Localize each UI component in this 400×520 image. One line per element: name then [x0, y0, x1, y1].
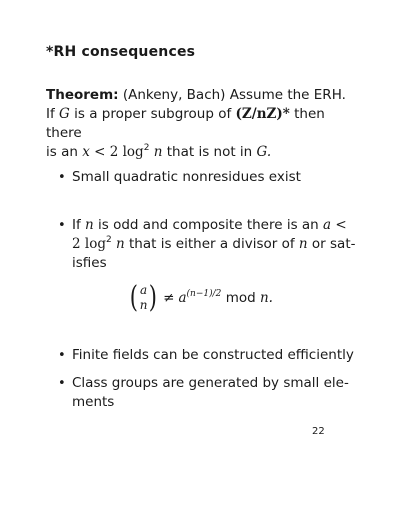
right-paren: ): [149, 280, 158, 315]
theorem-line-2: [46, 105, 364, 143]
legendre-symbol: [128, 280, 159, 315]
group-notation: (Z/nZ)*: [235, 106, 290, 122]
legendre-fraction: [140, 283, 148, 313]
legendre-numerator: a: [140, 283, 148, 297]
math-expression: < 2 log: [94, 144, 144, 160]
bullet-text-part: isfies: [72, 255, 107, 271]
bullet-dot-icon: •: [58, 170, 66, 185]
math-symbol: G.: [256, 144, 272, 160]
math-symbol: n: [85, 217, 94, 233]
math-symbol: x: [82, 144, 90, 160]
math-exponent: 2: [105, 235, 112, 245]
bullet-text-part: ments: [72, 394, 115, 410]
legendre-denominator: n: [139, 298, 148, 312]
theorem-line-1: [46, 86, 364, 105]
math-expression: 2 log: [72, 236, 106, 252]
left-paren: (: [129, 280, 138, 315]
bullet-text-part: that is either a divisor of: [129, 236, 295, 252]
theorem-block: [46, 86, 364, 162]
bullet-text-part: is odd and composite there is an: [98, 217, 319, 233]
math-exponent: 2: [143, 143, 150, 153]
bullet-text: [72, 216, 366, 273]
theorem-text: is an: [46, 144, 78, 160]
math-symbol: a: [178, 290, 187, 306]
not-equal-sign: ≠: [163, 290, 175, 306]
theorem-line-3: [46, 143, 364, 162]
mod-operator: mod: [225, 290, 256, 306]
bullet-text: Small quadratic nonresidues exist: [72, 169, 301, 185]
theorem-attribution: (Ankeny, Bach) Assume the ERH.: [122, 87, 346, 103]
theorem-text: then there: [46, 106, 325, 141]
bullet-text-part: Class groups are generated by small ele-: [72, 375, 349, 391]
bullet-dot-icon: •: [58, 376, 66, 391]
bullet-item: [58, 346, 366, 365]
bullet-text: Finite fields can be constructed efficiently: [72, 347, 354, 363]
formula-rhs: [178, 290, 273, 306]
math-symbol: n: [116, 236, 125, 252]
theorem-text: that is not in: [166, 144, 253, 160]
bullet-text: [72, 374, 366, 412]
math-symbol: n: [298, 236, 308, 252]
bullet-text-part: or sat-: [311, 236, 356, 252]
bullet-dot-icon: •: [58, 348, 66, 363]
theorem-label: Theorem:: [46, 87, 119, 103]
page-number: 22: [312, 426, 325, 437]
math-symbol: n.: [259, 290, 273, 306]
bullet-item: [58, 216, 366, 273]
legendre-formula: [128, 278, 273, 318]
math-symbol: n: [153, 144, 163, 160]
bullet-text-part: If: [72, 217, 81, 233]
math-symbol: G: [59, 106, 70, 122]
theorem-text: If: [46, 106, 55, 122]
bullet-dot-icon: •: [58, 218, 66, 233]
math-symbol: a: [323, 217, 332, 233]
bullet-item: [58, 374, 366, 412]
theorem-text: is a proper subgroup of: [74, 106, 232, 122]
bullet-item: [58, 168, 366, 187]
slide-heading: *RH consequences: [46, 44, 196, 60]
math-exponent: (n−1)/2: [186, 289, 222, 299]
math-symbol: <: [335, 217, 347, 233]
